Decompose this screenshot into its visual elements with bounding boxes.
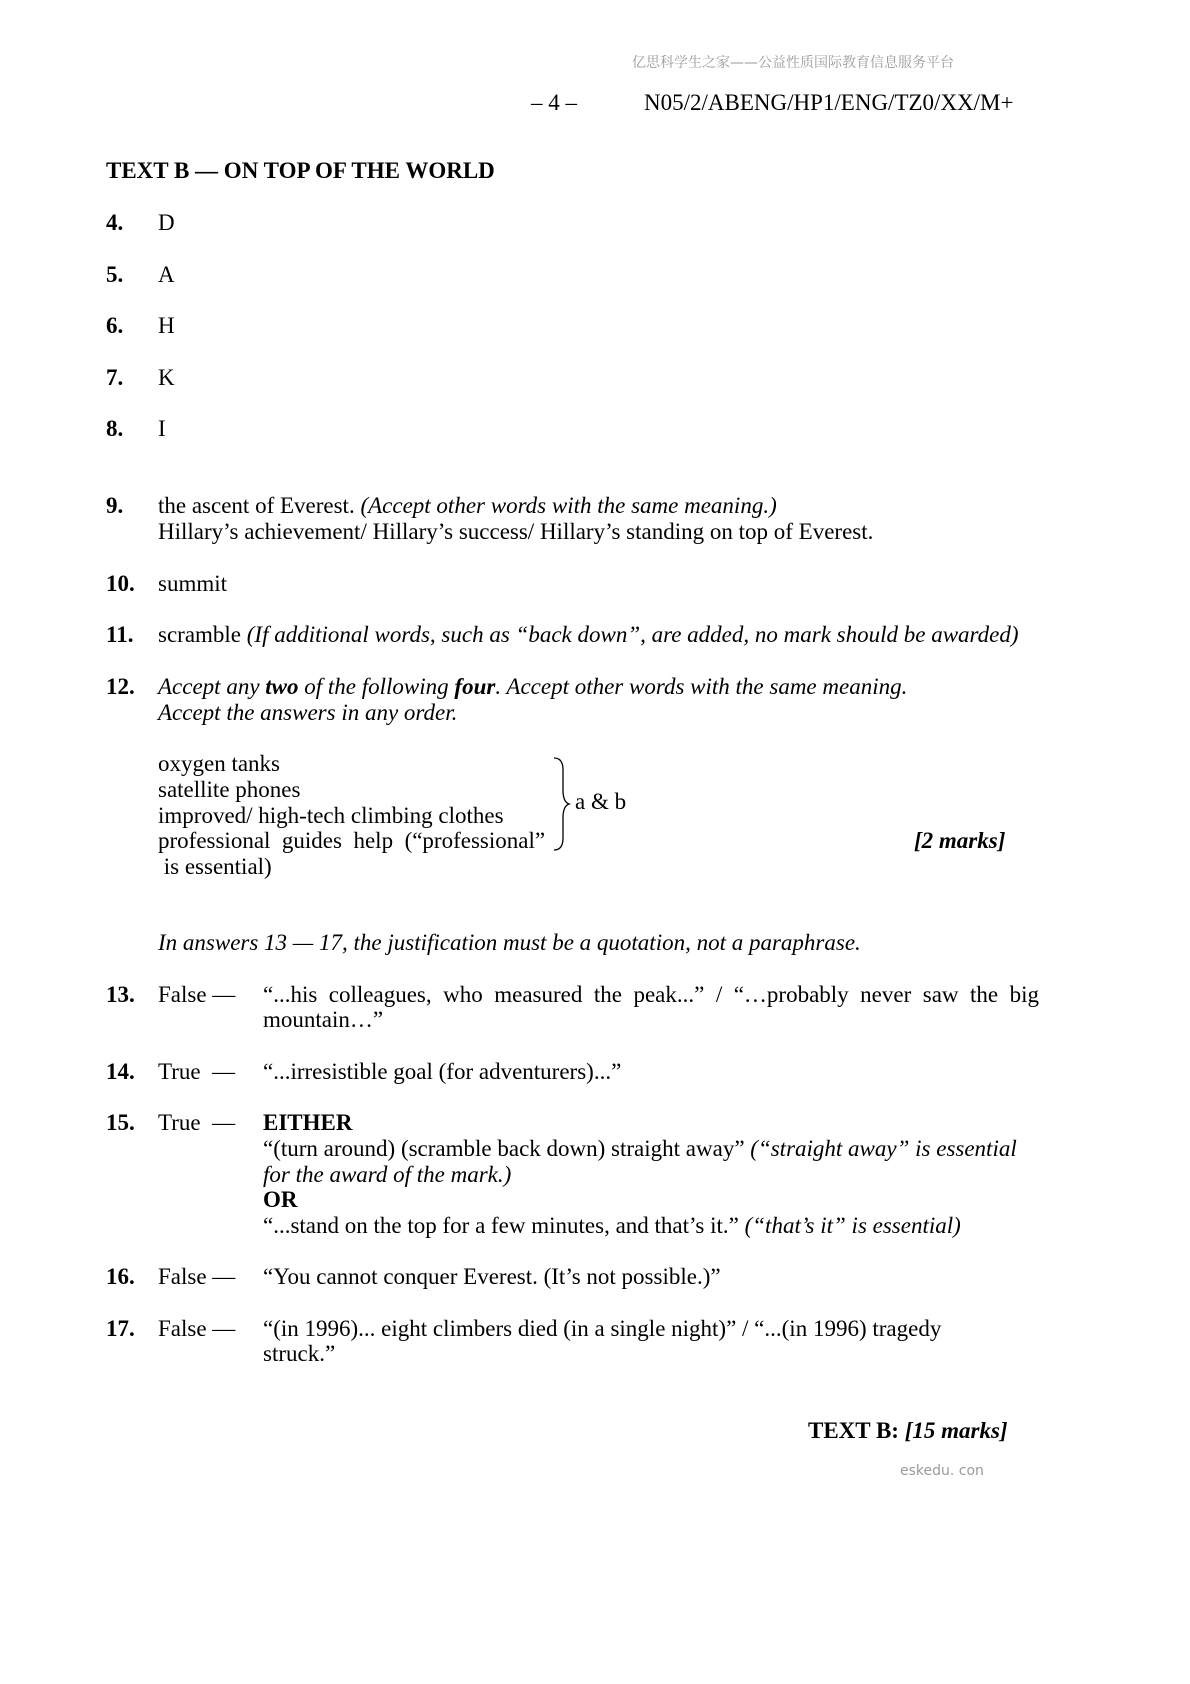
section-title: TEXT B — ON TOP OF THE WORLD [106, 158, 495, 183]
q14-truefalse: True — [158, 1059, 236, 1084]
q5-number: 5. [106, 262, 124, 287]
q12-bracket-label: a & b [575, 789, 627, 814]
q9-line1 [158, 493, 777, 519]
section-total-marks: [15 marks] [904, 1418, 1008, 1443]
q15-either: EITHER [263, 1110, 353, 1135]
q15-quote1: “(turn around) (scramble back down) straight away” [263, 1136, 745, 1161]
q9-note: (Accept other words with the same meaning.) [360, 493, 777, 518]
q13-quote-line2: mountain…” [263, 1007, 384, 1032]
q11-number: 11. [106, 622, 134, 647]
q15-note1: (“straight away” is essential [750, 1136, 1017, 1161]
q15-quote-line3 [263, 1213, 961, 1239]
q15-or: OR [263, 1187, 298, 1212]
q11-answer: scramble [158, 622, 242, 647]
q16-number: 16. [106, 1264, 135, 1289]
q7-number: 7. [106, 365, 124, 390]
page-number: – 4 – [531, 90, 577, 115]
q13-number: 13. [106, 982, 135, 1007]
q12-item: is essential) [158, 854, 272, 879]
q11-note: (If additional words, such as “back down”, are added, no mark should be awarded) [246, 622, 1019, 647]
q17-number: 17. [106, 1316, 135, 1341]
q12-number: 12. [106, 674, 135, 699]
q12-marks: [2 marks] [914, 828, 1006, 853]
q9-answer: the ascent of Everest. [158, 493, 355, 518]
q11-line [158, 622, 1019, 648]
q15-quote-line1 [263, 1136, 1017, 1162]
watermark-bottom: eskedu. con [900, 1463, 984, 1479]
q15-truefalse: True — [158, 1110, 236, 1135]
q12-l1a: Accept any [158, 674, 266, 699]
q15-quote2: “...stand on the top for a few minutes, and that’s it.” [263, 1213, 739, 1238]
q15-note1-cont: for the award of the mark.) [263, 1162, 512, 1187]
q6-answer: H [158, 313, 175, 338]
q14-quote: “...irresistible goal (for adventurers)...” [263, 1059, 622, 1084]
q17-quote-line1: “(in 1996)... eight climbers died (in a single night)” / “...(in 1996) tragedy [263, 1316, 942, 1341]
q17-truefalse: False — [158, 1316, 236, 1341]
q12-instruction-line1 [158, 674, 907, 700]
q9-number: 9. [106, 493, 124, 518]
q13-quote-line1: “...his colleagues, who measured the peak...” / “…probably never saw the big [263, 982, 1040, 1007]
q12-l1d: four [454, 674, 496, 699]
q12-instruction-line2: Accept the answers in any order. [158, 700, 458, 725]
q16-quote: “You cannot conquer Everest. (It’s not possible.)” [263, 1264, 721, 1289]
q12-item: satellite phones [158, 777, 301, 802]
section-total-label: TEXT B: [808, 1418, 899, 1443]
document-code: N05/2/ABENG/HP1/ENG/TZ0/XX/M+ [644, 90, 1014, 115]
q12-item: professional guides help (“professional” [158, 828, 546, 853]
q12-l1b: two [265, 674, 299, 699]
q12-l1c: of the following [298, 674, 455, 699]
q5-answer: A [158, 262, 175, 287]
q15-number: 15. [106, 1110, 135, 1135]
q9-line2: Hillary’s achievement/ Hillary’s success/ Hillary’s standing on top of Everest. [158, 519, 874, 544]
section-total [808, 1418, 1008, 1444]
q16-truefalse: False — [158, 1264, 236, 1289]
q4-number: 4. [106, 210, 124, 235]
q14-number: 14. [106, 1059, 135, 1084]
q10-answer: summit [158, 571, 228, 596]
q10-number: 10. [106, 571, 135, 596]
q13-truefalse: False — [158, 982, 236, 1007]
q12-l1e: . Accept other words with the same meaning. [495, 674, 908, 699]
q15-note2: (“that’s it” is essential) [744, 1213, 961, 1238]
q8-answer: I [158, 416, 166, 441]
q12-item: improved/ high-tech climbing clothes [158, 803, 504, 828]
watermark-top: 亿思科学生之家——公益性质国际教育信息服务平台 [632, 55, 954, 71]
q4-answer: D [158, 210, 175, 235]
justification-instruction: In answers 13 — 17, the justification must be a quotation, not a paraphrase. [158, 930, 861, 955]
q17-quote-line2: struck.” [263, 1341, 336, 1366]
q6-number: 6. [106, 313, 124, 338]
q8-number: 8. [106, 416, 124, 441]
q12-item: oxygen tanks [158, 751, 281, 776]
q7-answer: K [158, 365, 175, 390]
right-brace-icon [548, 756, 572, 852]
